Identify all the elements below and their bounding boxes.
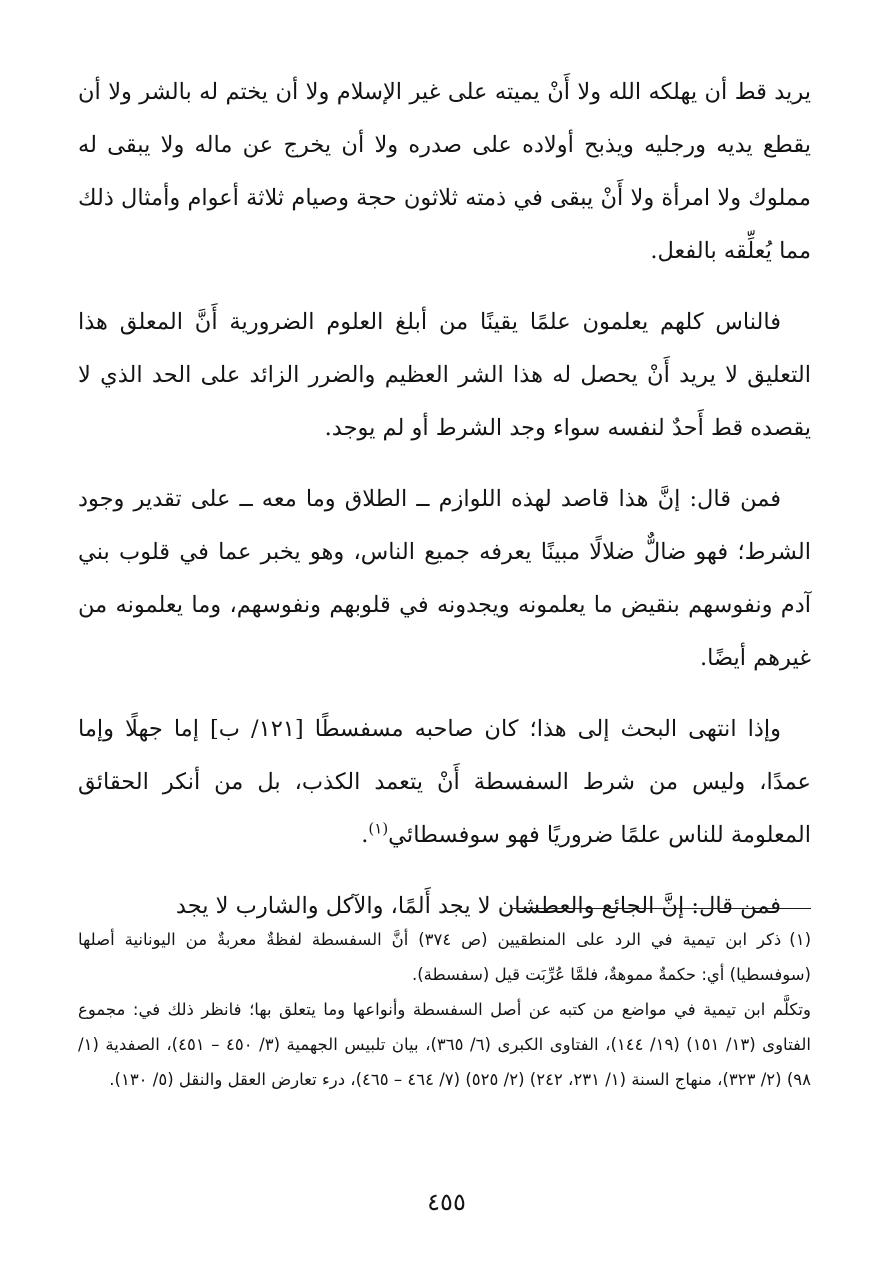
footnote-1-continuation-text: وتكلَّم ابن تيمية في مواضع من كتبه عن أصل السفسطة وأنواعها وما يتعلق بها؛ فانظر ذلك في: مجموع الفتاوى (١٣/ ١٥١) (١٩/ ١٤٤)، الفتاوى الكبرى (٦/ ٣٦٥)، بيان تلبيس الجهمية (٣/ ٤٥٠ – ٤٥١)، الصفدية (١/ ٩٨) (٢/ ٣٢٣)، منهاج السنة (١/ ٢٣١، ٢٤٢) (٢/ ٥٢٥) (٧/ ٤٦٤ – ٤٦٥)، درء تعارض العقل والنقل (٥/ ١٣٠). (78, 1000, 812, 1089)
paragraph-3 (78, 473, 811, 685)
footnote-separator (511, 908, 811, 909)
paragraph-5-text: فمن قال: إنَّ الجائع والعطشان لا يجد أَلمًا، والآكل والشارب لا يجد (175, 893, 781, 919)
footnote-reference[interactable]: (١) (368, 819, 389, 838)
footnote-1-continuation (78, 992, 811, 1097)
paragraph-4-text: وإذا انتهى البحث إلى هذا؛ كان صاحبه مسفسطًا [١٢١/ ب] إما جهلًا وإما عمدًا، وليس من شرط السفسطة أَنْ يتعمد الكذب، بل من أنكر الحقائق المعلومة للناس علمًا ضروريًا فهو سوفسطائي (78, 716, 811, 848)
footnote-1-text: ذكر ابن تيمية في الرد على المنطقيين (ص ٣٧٤) أنَّ السفسطة لفظةٌ معربةٌ من اليونانية أصلها (سوفسطيا) أي: حكمةٌ مموهةٌ، فلمَّا عُرِّبَت قيل (سفسطة). (78, 930, 811, 984)
footnote-1 (78, 922, 811, 992)
main-text (78, 66, 811, 933)
paragraph-1-text: يريد قط أن يهلكه الله ولا أَنْ يميته على غير الإسلام ولا أن يختم له بالشر ولا أن يقطع يديه ورجليه ويذبح أولاده على صدره ولا أن يخرج عن ماله ولا يبقى له مملوك ولا امرأة ولا أَنْ يبقى في ذمته ثلاثون حجة وصيام ثلاثة أعوام وأمثال ذلك مما يُعلِّقه بالفعل. (78, 79, 811, 264)
paragraph-1 (78, 66, 811, 278)
paragraph-2-text: فالناس كلهم يعلمون علمًا يقينًا من أبلغ العلوم الضرورية أَنَّ المعلق هذا التعليق لا يريد أَنْ يحصل له هذا الشر العظيم والضرر الزائد على الحد الذي لا يقصده قط أَحدٌ لنفسه سواء وجد الشرط أو لم يوجد. (78, 309, 811, 441)
paragraph-4-end: . (361, 822, 369, 848)
footnotes-section (78, 922, 811, 1097)
page-number: ٤٥٥ (427, 1188, 466, 1216)
footnote-number: (١) (789, 930, 811, 949)
paragraph-4 (78, 703, 811, 862)
paragraph-3-text: فمن قال: إنَّ هذا قاصد لهذه اللوازم ــ الطلاق وما معه ــ على تقدير وجود الشرط؛ فهو ضالٌّ ضلالًا مبينًا يعرفه جميع الناس، وهو يخبر عما في قلوب بني آدم ونفوسهم بنقيض ما يعلمونه ويجدونه في قلوبهم ونفوسهم، وما يعلمونه من غيرهم أيضًا. (78, 486, 811, 671)
paragraph-2 (78, 296, 811, 455)
